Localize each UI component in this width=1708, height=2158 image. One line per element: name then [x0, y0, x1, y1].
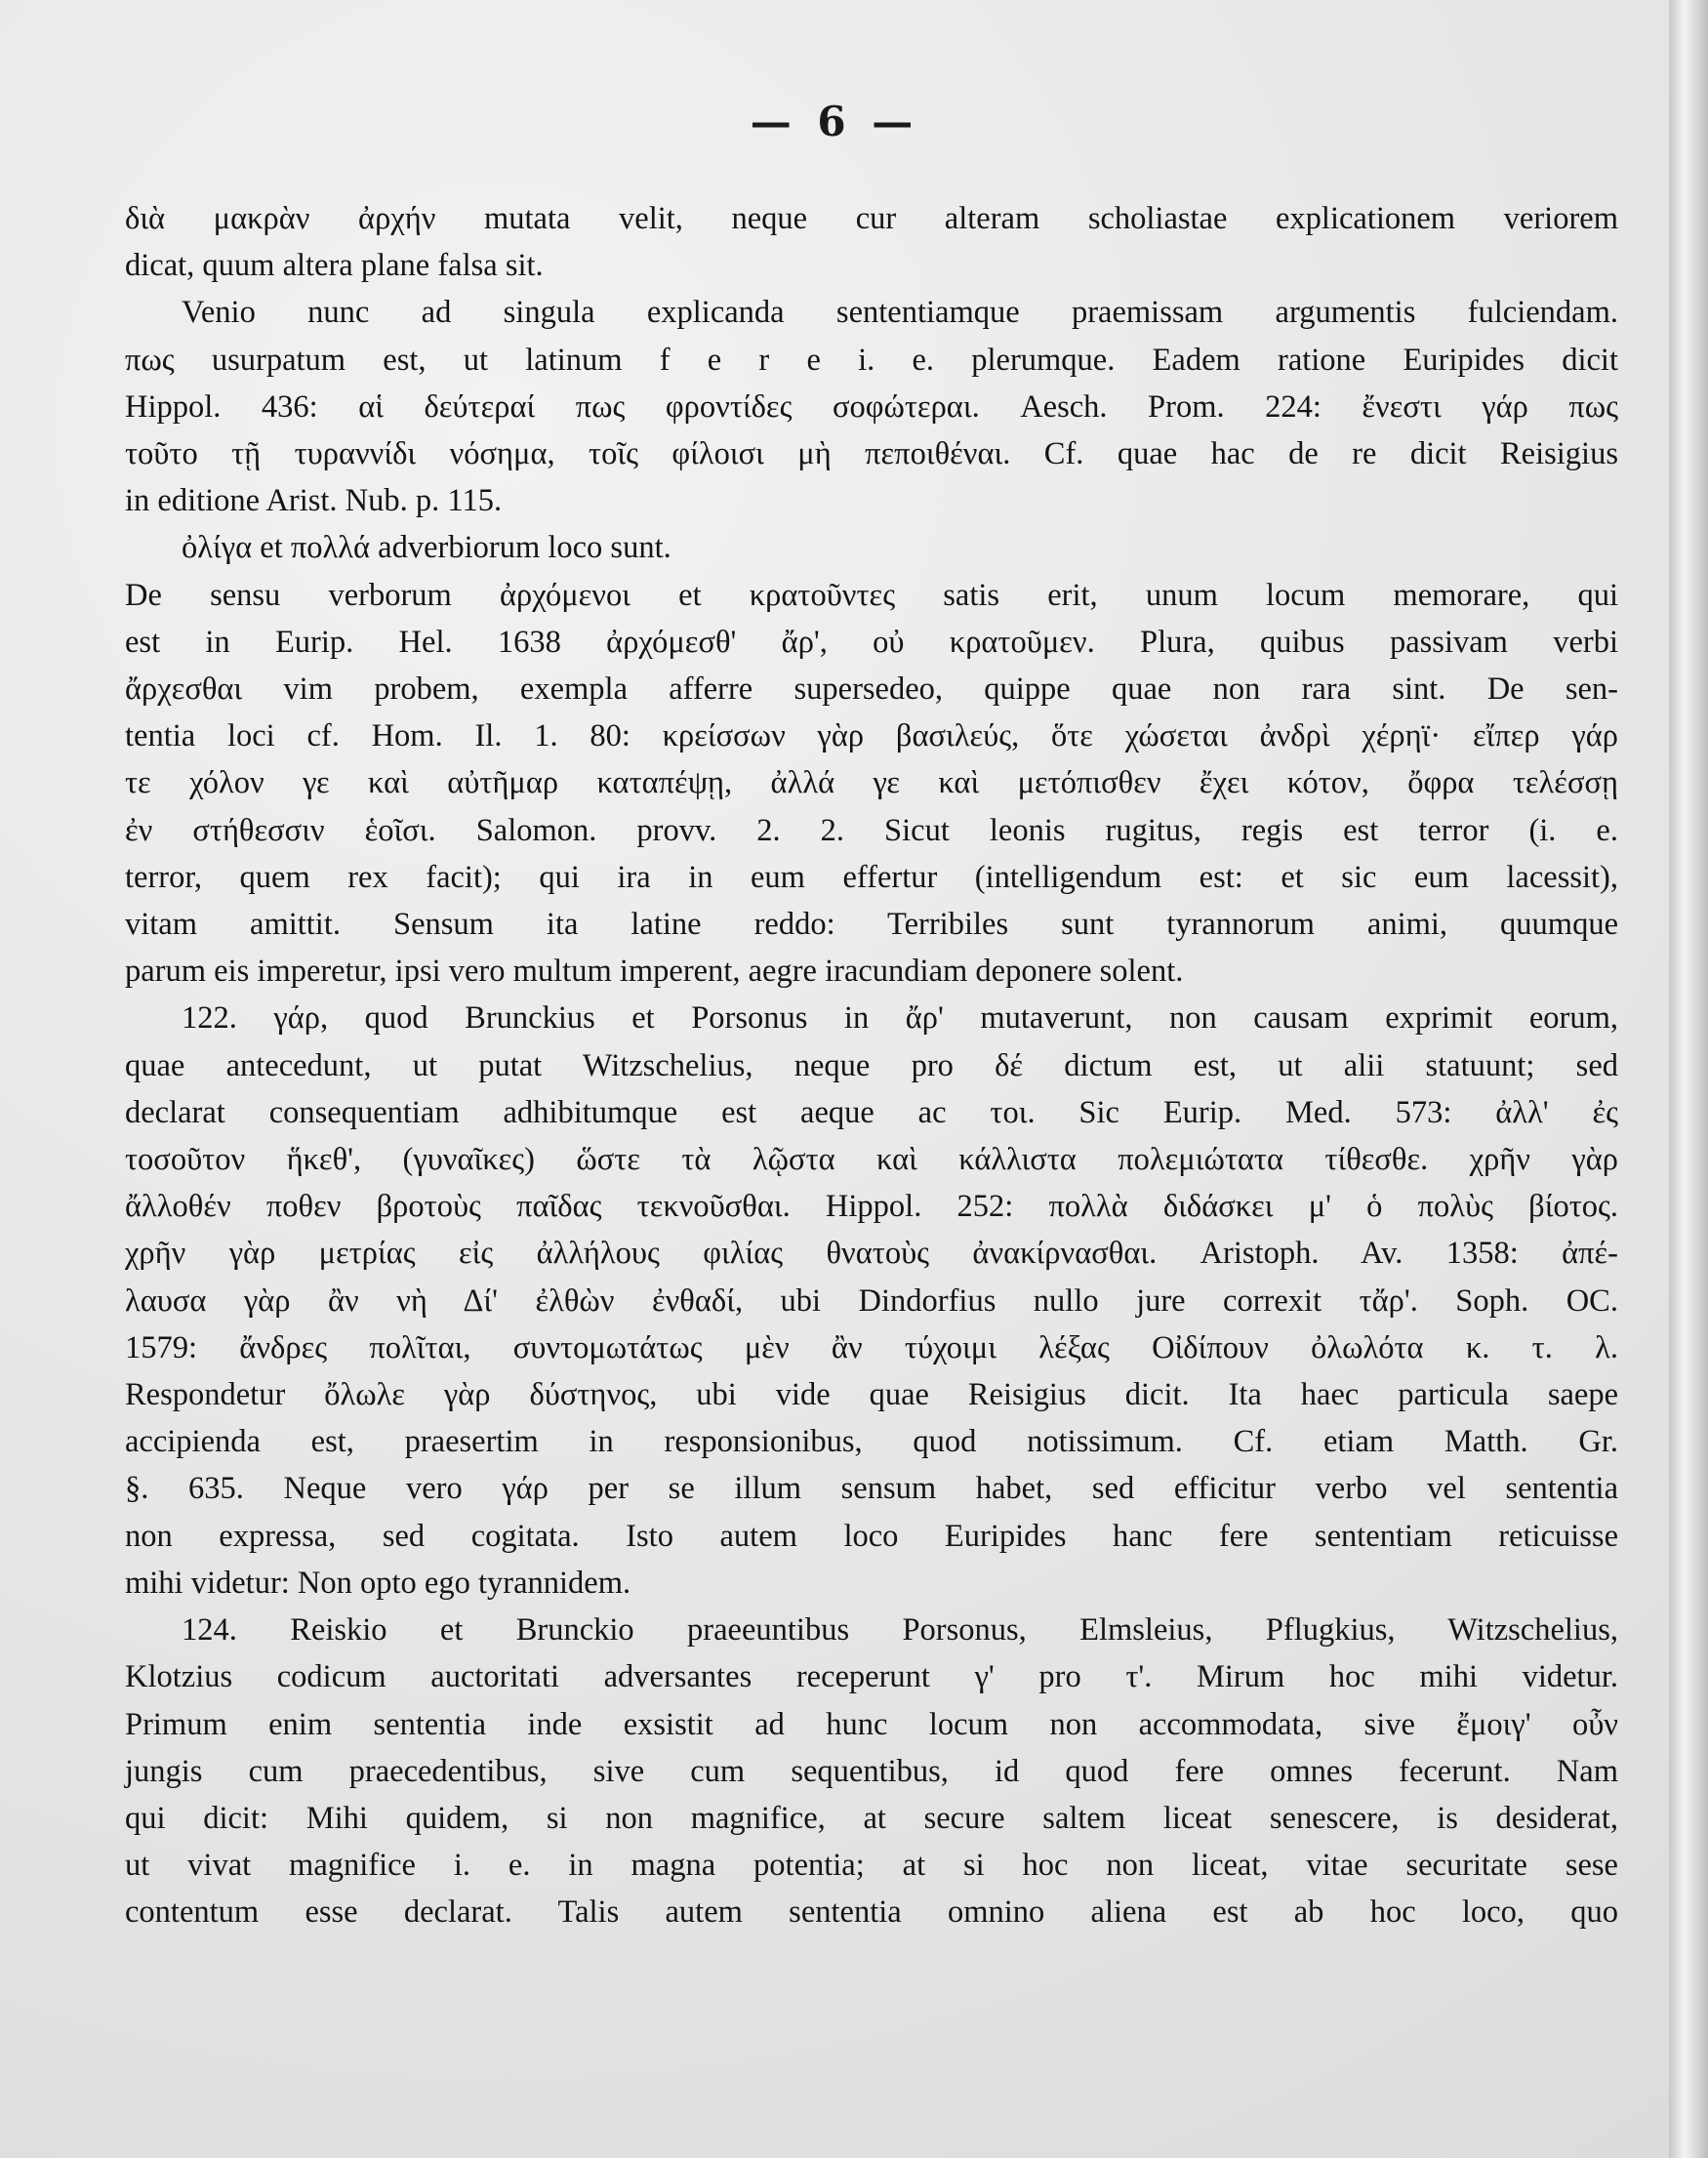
- text-line: τε χόλον γε καὶ αὐτῆμαρ καταπέψῃ, ἀλλά γε καὶ μετόπισθεν ἔχει κότον, ὄφρα τελέσσῃ: [125, 765, 1618, 801]
- text-line: τοῦτο τῇ τυραννίδι νόσημα, τοῖς φίλοισι μὴ πεποιθέναι. Cf. quae hac de re dicit Reisigius: [125, 436, 1618, 472]
- text-line: 122. γάρ, quod Brunckius et Porsonus in ἄρ' mutaverunt, non causam exprimit eorum,: [182, 1000, 1618, 1037]
- text-line: Respondetur ὄλωλε γὰρ δύστηνος, ubi vide quae Reisigius dicit. Ita haec particula saepe: [125, 1377, 1618, 1413]
- page-number: — 6 —: [750, 98, 919, 145]
- text-line: vitam amittit. Sensum ita latine reddo: Terribiles sunt tyrannorum animi, quumque: [125, 907, 1618, 943]
- text-line: De sensu verborum ἀρχόμενοι et κρατοῦντες satis erit, unum locum memorare, qui: [125, 577, 1618, 613]
- text-line: in editione Arist. Nub. p. 115.: [125, 483, 503, 519]
- text-line: jungis cum praecedentibus, sive cum sequentibus, id quod fere omnes fecerunt. Nam: [125, 1753, 1618, 1789]
- text-line: tentia loci cf. Hom. Il. 1. 80: κρείσσων γὰρ βασιλεύς, ὅτε χώσεται ἀνδρὶ χέρηϊ· εἴπερ γάρ: [125, 718, 1618, 754]
- text-line: accipienda est, praesertim in responsionibus, quod notissimum. Cf. etiam Matth. Gr.: [125, 1424, 1618, 1460]
- text-line: contentum esse declarat. Talis autem sententia omnino aliena est ab hoc loco, quo: [125, 1894, 1618, 1931]
- text-line: χρῆν γὰρ μετρίας εἰς ἀλλήλους φιλίας θνατοὺς ἀνακίρνασθαι. Aristoph. Av. 1358: ἀπέ-: [125, 1236, 1618, 1272]
- text-line: λαυσα γὰρ ἂν νὴ Δί' ἐλθὼν ἐνθαδί, ubi Dindorfius nullo jure correxit τἄρ'. Soph. OC.: [125, 1283, 1618, 1319]
- text-line: terror, quem rex facit); qui ira in eum effertur (intelligendum est: et sic eum lacessit),: [125, 859, 1618, 895]
- text-line: Primum enim sententia inde exsistit ad hunc locum non accommodata, sive ἔμοιγ' οὖν: [125, 1706, 1618, 1742]
- text-line: declarat consequentiam adhibitumque est aeque ac τοι. Sic Eurip. Med. 573: ἀλλ' ἐς: [125, 1094, 1618, 1130]
- text-line: quae antecedunt, ut putat Witzschelius, neque pro δέ dictum est, ut alii statuunt; sed: [125, 1047, 1618, 1083]
- text-line: Klotzius codicum auctoritati adversantes receperunt γ' pro τ'. Mirum hoc mihi videtur.: [125, 1659, 1618, 1695]
- text-line: mihi videtur: Non opto ego tyrannidem.: [125, 1565, 631, 1601]
- text-line: Hippol. 436: αἱ δεύτεραί πως φροντίδες σοφώτεραι. Aesch. Prom. 224: ἔνεστι γάρ πως: [125, 388, 1618, 425]
- text-line: τοσοῦτον ἥκεθ', (γυναῖκες) ὥστε τὰ λῷστα καὶ κάλλιστα πολεμιώτατα τίθεσθε. χρῆν γὰρ: [125, 1142, 1618, 1178]
- text-line: 1579: ἄνδρες πολῖται, συντομωτάτως μὲν ἂν τύχοιμι λέξας Οἰδίπουν ὀλωλότα κ. τ. λ.: [125, 1329, 1618, 1365]
- text-line: §. 635. Neque vero γάρ per se illum sensum habet, sed efficitur verbo vel sententia: [125, 1471, 1618, 1507]
- page-edge: [1669, 0, 1708, 2158]
- text-line: διὰ μακρὰν ἀρχήν mutata velit, neque cur alteram scholiastae explicationem veriorem: [125, 201, 1618, 236]
- text-line: 124. Reiskio et Brunckio praeeuntibus Porsonus, Elmsleius, Pflugkius, Witzschelius,: [182, 1612, 1618, 1649]
- text-line: parum eis imperetur, ipsi vero multum imperent, aegre iracundiam deponere solent.: [125, 954, 1184, 990]
- text-line: ἐν στήθεσσιν ἑοῖσι. Salomon. provv. 2. 2. Sicut leonis rugitus, regis est terror (i. e.: [125, 812, 1618, 848]
- text-line: πως usurpatum est, ut latinum f e r e i. e. plerumque. Eadem ratione Euripides dicit: [125, 342, 1618, 378]
- text-line: ἄρχεσθαι vim probem, exempla afferre supersedeo, quippe quae non rara sint. De sen-: [125, 672, 1618, 708]
- text-line: ἄλλοθέν ποθεν βροτοὺς παῖδας τεκνοῦσθαι. Hippol. 252: πολλὰ διδάσκει μ' ὁ πολὺς βίοτος.: [125, 1189, 1618, 1225]
- text-line: est in Eurip. Hel. 1638 ἀρχόμεσθ' ἄρ', οὐ κρατοῦμεν. Plura, quibus passivam verbi: [125, 624, 1618, 660]
- text-line: dicat, quum altera plane falsa sit.: [125, 248, 544, 284]
- text-line: Venio nunc ad singula explicanda sententiamque praemissam argumentis fulciendam.: [182, 295, 1618, 331]
- text-line: non expressa, sed cogitata. Isto autem loco Euripides hanc fere sententiam reticuisse: [125, 1518, 1618, 1554]
- text-line: qui dicit: Mihi quidem, si non magnifice, at secure saltem liceat senescere, is desiderat,: [125, 1800, 1618, 1836]
- text-line: ὀλίγα et πολλά adverbiorum loco sunt.: [182, 530, 671, 566]
- text-line: ut vivat magnifice i. e. in magna potentia; at si hoc non liceat, vitae securitate sese: [125, 1848, 1618, 1884]
- body-text: [125, 195, 1618, 1936]
